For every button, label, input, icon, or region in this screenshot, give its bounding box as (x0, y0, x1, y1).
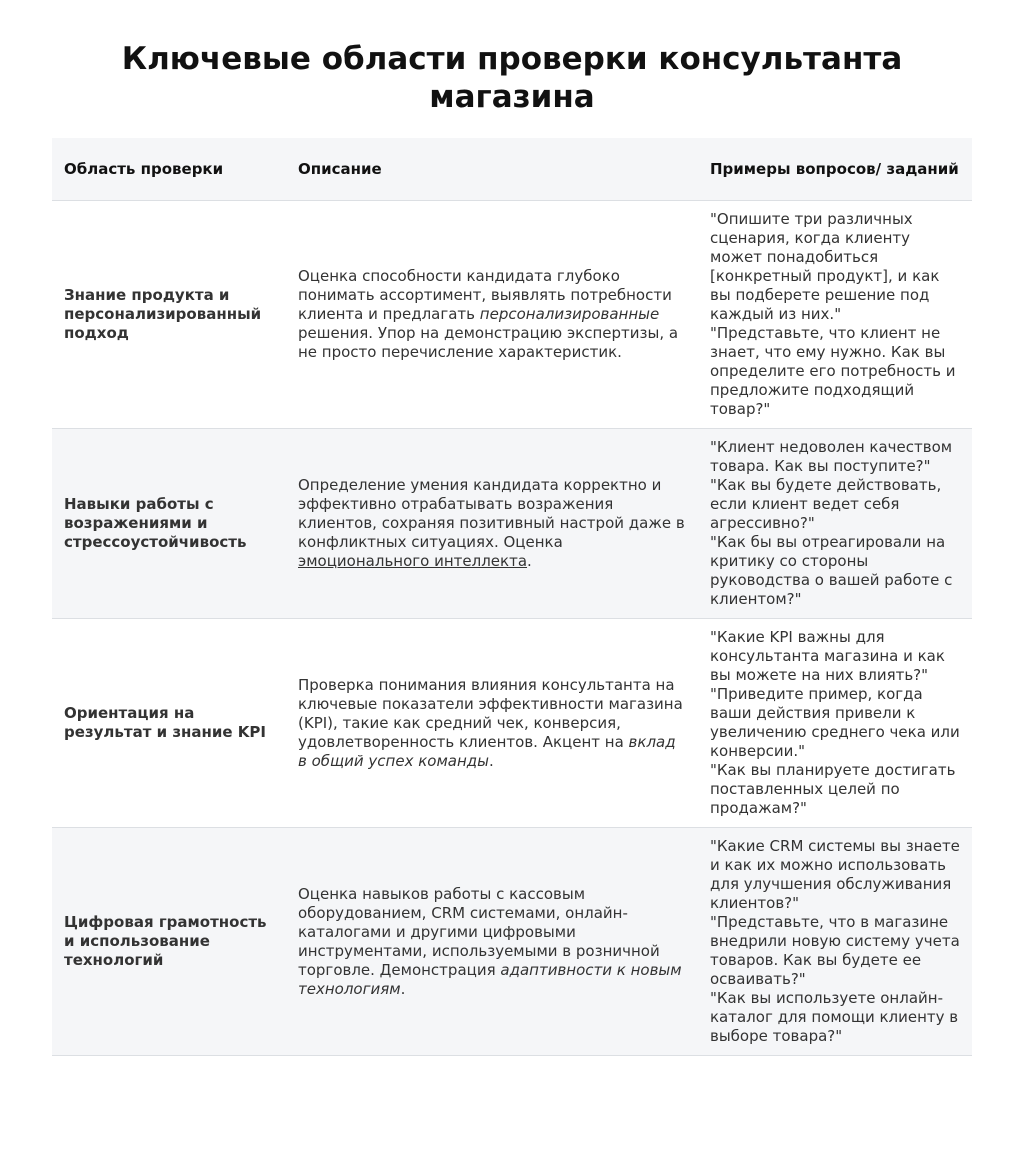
description-cell (286, 201, 698, 429)
table-row (52, 201, 972, 429)
description-text: Определение умения кандидата корректно и эффективно отрабатывать возражения клиентов, сохраняя позитивный настрой даже в конфликтных ситуациях. Оценка (298, 476, 685, 551)
area-cell: Цифровая грамотность и использование технологий (52, 828, 286, 1056)
description-emphasis: эмоционального интеллекта (298, 552, 528, 570)
example-question: "Какие CRM системы вы знаете и как их можно использовать для улучшения обслуживания клиентов?" (710, 837, 960, 912)
header-examples: Примеры вопросов/ заданий (698, 138, 972, 201)
example-question: "Опишите три различных сценария, когда клиенту может понадобиться [конкретный продукт], и как вы подберете решение под каждый из них." (710, 210, 940, 323)
table-row (52, 828, 972, 1056)
description-text-end: . (527, 552, 532, 570)
table-row (52, 619, 972, 828)
example-question: "Представьте, что клиент не знает, что ему нужно. Как вы определите его потребность и предложите подходящий товар?" (710, 324, 956, 418)
examples-cell (698, 429, 972, 619)
examples-cell (698, 619, 972, 828)
description-text-end: . (400, 979, 406, 998)
area-cell: Ориентация на результат и знание KPI (52, 619, 286, 828)
area-cell: Навыки работы с возражениями и стрессоустойчивость (52, 429, 286, 619)
description-text: Оценка навыков работы с кассовым оборудованием, CRM системами, онлайн-каталогами и другими цифровыми инструментами, используемыми в розничной торговле. Демонстрация (298, 884, 660, 979)
table-row (52, 429, 972, 619)
header-description: Описание (286, 138, 698, 201)
description-cell (286, 828, 698, 1056)
example-question: "Как вы используете онлайн-каталог для помощи клиенту в выборе товара?" (710, 989, 959, 1045)
description-text-end: . (489, 751, 494, 770)
example-question: "Представьте, что в магазине внедрили новую систему учета товаров. Как вы будете ее осваивать?" (710, 913, 960, 988)
description-emphasis: вклад в общий успех команды (298, 732, 676, 770)
example-question: "Как бы вы отреагировали на критику со стороны руководства о вашей работе с клиентом?" (710, 533, 953, 608)
example-question: "Приведите пример, когда ваши действия привели к увеличению среднего чека или конверсии." (710, 685, 960, 760)
page-title: Ключевые области проверки консультанта магазина (121, 41, 903, 115)
example-question: "Как вы планируете достигать поставленных целей по продажам?" (710, 761, 956, 817)
table-header-row (52, 138, 972, 201)
description-cell (286, 429, 698, 619)
description-text: Проверка понимания влияния консультанта на ключевые показатели эффективности магазина (KPI), такие как средний чек, конверсия, удовлетворенность клиентов. Акцент на (298, 675, 683, 751)
header-area: Область проверки (52, 138, 286, 201)
examples-cell (698, 201, 972, 429)
area-cell: Знание продукта и персонализированный подход (52, 201, 286, 429)
review-areas-table (52, 138, 972, 1056)
examples-cell (698, 828, 972, 1056)
description-text-end: решения. Упор на демонстрацию экспертизы, а не просто перечисление характеристик. (298, 324, 679, 361)
example-question: "Какие KPI важны для консультанта магазина и как вы можете на них влиять?" (710, 628, 945, 684)
example-question: "Клиент недоволен качеством товара. Как вы поступите?" (710, 438, 953, 475)
description-text: Оценка способности кандидата глубоко понимать ассортимент, выявлять потребности клиента и предлагать (298, 267, 672, 323)
description-cell (286, 619, 698, 828)
description-emphasis: адаптивности к новым технологиям (298, 960, 682, 998)
example-question: "Как вы будете действовать, если клиент ведет себя агрессивно?" (710, 476, 942, 532)
description-emphasis: персонализированные (479, 305, 660, 323)
